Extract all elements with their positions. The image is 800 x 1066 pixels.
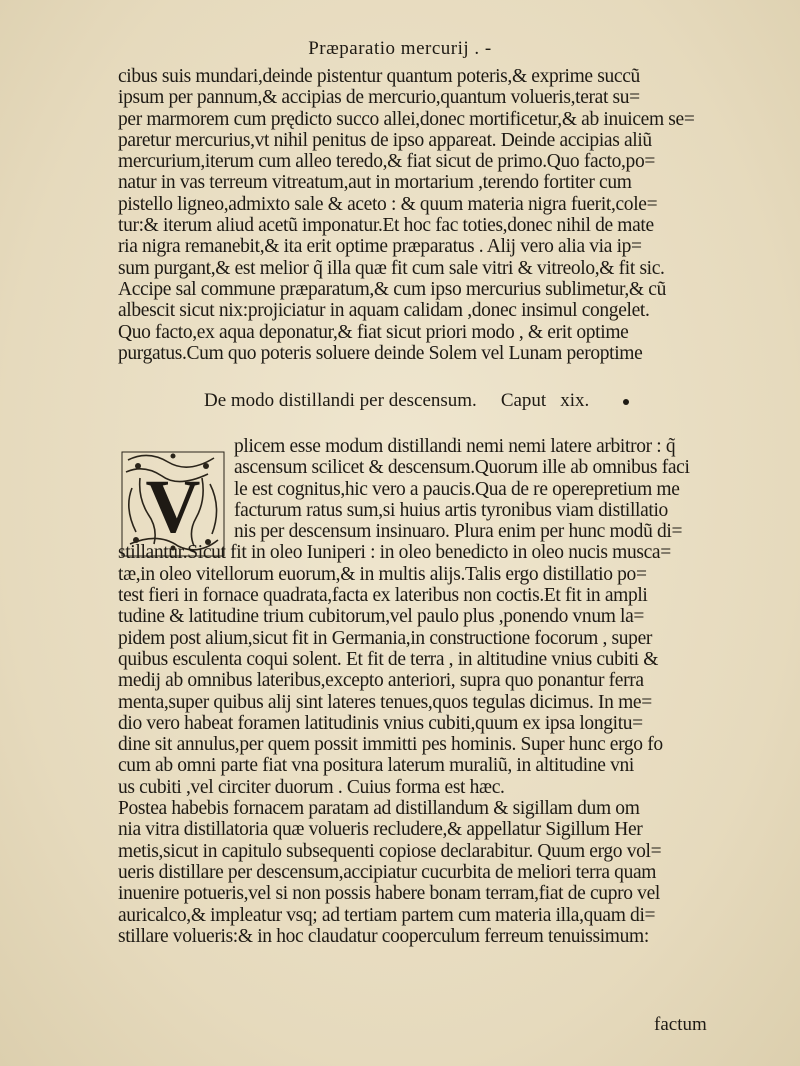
text-line: dio vero habeat foramen latitudinis vnius cubiti,quum ex ipsa longitu= (118, 712, 643, 734)
text-line: cum ab omni parte fiat vna positura laterum muraliũ, in altitudine vni (118, 755, 634, 777)
text-line: per marmorem cum prędicto succo allei,donec mortificetur,& ab inuicem se= (118, 108, 695, 130)
chapter-heading (204, 390, 629, 412)
text-line: test fieri in fornace quadrata,facta ex lateribus non coctis.Et fit in ampli (118, 585, 648, 607)
text-line: tur:& iterum aliud acetũ imponatur.Et hoc fac toties,donec nihil de mate (118, 215, 654, 237)
text-line: ipsum per pannum,& accipias de mercurio,quantum volueris,terat su= (118, 87, 640, 109)
text-line: nis per descensum insinuaro. Plura enim per hunc modũ di= (234, 521, 683, 543)
text-line: nia vitra distillatoria quæ volueris recludere,& appellatur Sigillum Her (118, 819, 643, 841)
text-line: quibus esculenta coqui solent. Et fit de terra , in altitudine vnius cubiti & (118, 648, 659, 670)
chapter-number: xix. (560, 390, 590, 411)
text-line: purgatus.Cum quo poteris soluere deinde Solem vel Lunam peroptime (118, 342, 643, 364)
text-line: natur in vas terreum vitreatum,aut in mortarium ,terendo fortiter cum (118, 172, 632, 194)
text-line: tæ,in oleo vitellorum euorum,& in multis alijs.Talis ergo distillatio po= (118, 563, 647, 585)
text-line: Postea habebis fornacem paratam ad distillandum & sigillam dum om (118, 798, 640, 820)
text-line: facturum ratus sum,si huius artis tyronibus viam distillatio (234, 499, 668, 521)
text-line: dine sit annulus,per quem possit immitti pes hominis. Super hunc ergo fo (118, 734, 663, 756)
text-line: us cubiti ,vel circiter duorum . Cuius forma est hæc. (118, 776, 505, 798)
text-line: sum purgant,& est melior q̃ illa quæ fit cum sale vitri & vitreolo,& fit sic. (118, 257, 665, 279)
text-line: plicem esse modum distillandi nemi nemi latere arbitror : q̃ (234, 436, 676, 457)
text-line: cibus suis mundari,deinde pistentur quantum poteris,& exprime succũ (118, 66, 640, 87)
text-block-upper (118, 66, 740, 364)
text-line: Accipe sal commune præparatum,& cum ipso mercurius sublimetur,& cũ (118, 278, 666, 300)
text-line: albescit sicut nix:projiciatur in aquam calidam ,donec insimul congelet. (118, 300, 650, 322)
text-line: ria nigra remanebit,& ita erit optime præparatus . Alij vero alia via ip= (118, 236, 642, 258)
chapter-title: De modo distillandi per descensum. (204, 390, 477, 411)
text-line: paretur mercurius,vt nihil penitus de ipso appareat. Deinde accipias aliũ (118, 129, 652, 151)
catchword: factum (654, 1014, 707, 1035)
text-line: menta,super quibus alij sint lateres tenues,quos tegulas dicimus. In me= (118, 691, 652, 713)
initial-letter: V (145, 465, 201, 549)
text-line: pistello ligneo,admixto sale & aceto : & quum materia nigra fuerit,cole= (118, 193, 658, 215)
text-line: ascensum scilicet & descensum.Quorum ille ab omnibus faci (234, 457, 690, 479)
text-line: pidem post alium,sicut fit in Germania,in constructione focorum , super (118, 627, 653, 649)
text-line: inuenire potueris,vel si non possis habere bonam terram,fiat de cupro vel (118, 883, 660, 905)
text-line: stillantur.Sicut fit in oleo Iuniperi : in oleo benedicto in oleo nucis musca= (118, 542, 671, 564)
chapter-caput: Caput (500, 390, 547, 411)
text-line: metis,sicut in capitulo subsequenti copiose declarabitur. Quum ergo vol= (118, 840, 662, 862)
text-line: stillare volueris:& in hoc claudatur cooperculum ferreum tenuissimum: (118, 925, 649, 947)
text-line: tudine & latitudine trium cubitorum,vel paulo plus ,ponendo vnum la= (118, 606, 645, 628)
text-line: ueris distillare per descensum,accipiatur cucurbita de meliori terra quam (118, 861, 657, 883)
text-line: Quo facto,ex aqua deponatur,& fiat sicut priori modo , & erit optime (118, 321, 629, 343)
text-line: mercurium,iterum cum alleo teredo,& fiat sicut de primo.Quo facto,po= (118, 151, 656, 173)
text-line: auricalco,& impleatur vsq; ad tertiam partem cum materia illa,quam di= (118, 904, 656, 926)
text-block-chapter (118, 436, 740, 947)
running-head: Præparatio mercurij . - (308, 38, 492, 59)
text-line: le est cognitus,hic vero a paucis.Qua de re operepretium me (234, 478, 680, 500)
text-line: medij ab omnibus lateribus,excepto anteriori, supra quo ponantur ferra (118, 670, 644, 692)
ink-dot (623, 399, 629, 405)
